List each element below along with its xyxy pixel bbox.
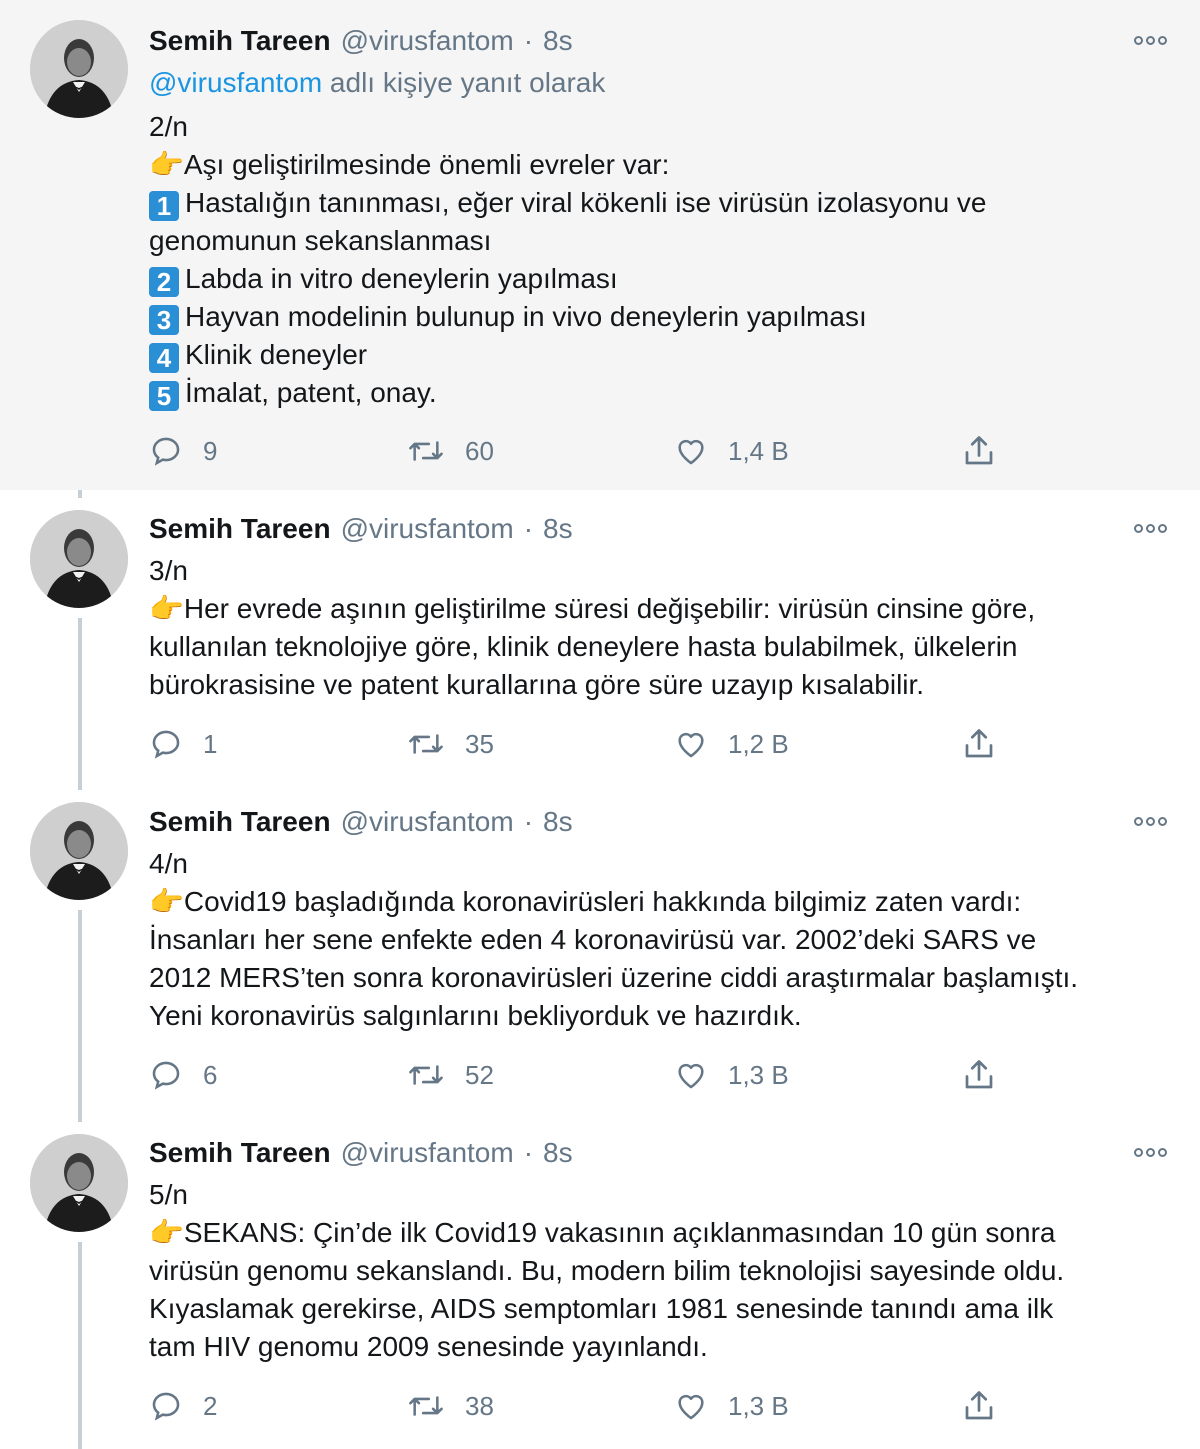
share-button[interactable] bbox=[961, 1055, 1017, 1095]
reply-button[interactable] bbox=[149, 1386, 217, 1426]
timestamp[interactable]: 8s bbox=[543, 25, 573, 56]
tweet-actions bbox=[149, 1055, 1049, 1095]
share-button[interactable] bbox=[961, 724, 1017, 764]
share-icon bbox=[961, 726, 997, 762]
tweet[interactable] bbox=[0, 0, 1200, 490]
tweet-header bbox=[149, 24, 1170, 58]
like-button[interactable] bbox=[674, 1055, 789, 1095]
reply-icon bbox=[149, 1389, 183, 1423]
reply-count: 9 bbox=[203, 435, 218, 466]
tweet-line: 4/n bbox=[149, 848, 188, 879]
reply-count: 1 bbox=[203, 728, 218, 759]
reply-icon bbox=[149, 434, 183, 468]
share-button[interactable] bbox=[961, 1386, 1017, 1426]
avatar[interactable] bbox=[30, 1134, 128, 1232]
tweet-line: 2012 MERS’ten sonra koronavirüsleri üzerine ciddi araştırmalar başlamıştı. bbox=[149, 962, 1079, 993]
tweet[interactable] bbox=[0, 1122, 1200, 1449]
retweet-count: 52 bbox=[465, 1059, 494, 1090]
tweet-line: 3 Hayvan modelinin bulunup in vivo deneylerin yapılması bbox=[149, 298, 1170, 336]
like-count: 1,2 B bbox=[728, 728, 789, 759]
tweet-actions bbox=[149, 1386, 1049, 1426]
retweet-button[interactable] bbox=[407, 1386, 494, 1426]
keycap-digit-emoji: 5 bbox=[149, 381, 179, 411]
separator: · bbox=[523, 1137, 534, 1168]
retweet-count: 60 bbox=[465, 435, 494, 466]
tweet-line: tam HIV genomu 2009 senesinde yayınlandı. bbox=[149, 1331, 708, 1362]
like-button[interactable] bbox=[674, 431, 789, 471]
retweet-icon bbox=[407, 727, 445, 761]
separator: · bbox=[523, 25, 534, 56]
keycap-digit-emoji: 4 bbox=[149, 343, 179, 373]
reply-count: 6 bbox=[203, 1059, 218, 1090]
tweet-line: 5 İmalat, patent, onay. bbox=[149, 374, 1170, 412]
more-icon[interactable] bbox=[1134, 518, 1170, 538]
tweet-line: 3/n bbox=[149, 555, 188, 586]
heart-icon bbox=[674, 727, 708, 761]
tweet-line: Yeni koronavirüs salgınlarını bekliyorduk ve hazırdık. bbox=[149, 1000, 802, 1031]
heart-icon bbox=[674, 1058, 708, 1092]
heart-icon bbox=[674, 1389, 708, 1423]
tweet-actions bbox=[149, 724, 1049, 764]
tweet-line: İnsanları her sene enfekte eden 4 koronavirüsü var. 2002’deki SARS ve bbox=[149, 924, 1037, 955]
author-name[interactable]: Semih Tareen bbox=[149, 25, 331, 56]
author-name[interactable]: Semih Tareen bbox=[149, 1137, 331, 1168]
like-count: 1,3 B bbox=[728, 1059, 789, 1090]
reply-count: 2 bbox=[203, 1390, 218, 1421]
tweet-line: 👉SEKANS: Çin’de ilk Covid19 vakasının açıklanmasından 10 gün sonra bbox=[149, 1217, 1056, 1248]
author-handle[interactable]: @virusfantom bbox=[340, 806, 514, 837]
avatar[interactable] bbox=[30, 20, 128, 118]
retweet-button[interactable] bbox=[407, 1055, 494, 1095]
avatar[interactable] bbox=[30, 802, 128, 900]
retweet-icon bbox=[407, 1058, 445, 1092]
like-button[interactable] bbox=[674, 1386, 789, 1426]
reply-button[interactable] bbox=[149, 724, 217, 764]
tweet-line: Kıyaslamak gerekirse, AIDS semptomları 1981 senesinde tanındı ama ilk bbox=[149, 1293, 1054, 1324]
author-handle[interactable]: @virusfantom bbox=[340, 513, 514, 544]
tweet[interactable] bbox=[0, 490, 1200, 790]
tweet-line: 2 Labda in vitro deneylerin yapılması bbox=[149, 260, 1170, 298]
reply-context-text: adlı kişiye yanıt olarak bbox=[322, 67, 606, 98]
tweet-header bbox=[149, 512, 1170, 546]
tweet[interactable] bbox=[0, 790, 1200, 1122]
more-icon[interactable] bbox=[1134, 811, 1170, 831]
timestamp[interactable]: 8s bbox=[543, 513, 573, 544]
keycap-digit-emoji: 1 bbox=[149, 191, 179, 221]
keycap-digit-emoji: 2 bbox=[149, 267, 179, 297]
tweet-header bbox=[149, 1136, 1170, 1170]
timestamp[interactable]: 8s bbox=[543, 806, 573, 837]
like-count: 1,3 B bbox=[728, 1390, 789, 1421]
tweet-actions bbox=[149, 431, 1049, 471]
tweet-line: 1 Hastalığın tanınması, eğer viral kökenli ise virüsün izolasyonu ve bbox=[149, 184, 1170, 222]
avatar[interactable] bbox=[30, 510, 128, 608]
reply-icon bbox=[149, 727, 183, 761]
reply-button[interactable] bbox=[149, 1055, 217, 1095]
tweet-line: 5/n bbox=[149, 1179, 188, 1210]
author-handle[interactable]: @virusfantom bbox=[340, 1137, 514, 1168]
tweet-line: virüsün genomu sekanslandı. Bu, modern bilim teknolojisi sayesinde oldu. bbox=[149, 1255, 1065, 1286]
author-handle[interactable]: @virusfantom bbox=[340, 25, 514, 56]
share-icon bbox=[961, 433, 997, 469]
tweet-line: kullanılan teknolojiye göre, klinik deneylere hasta bulabilmek, ülkelerin bbox=[149, 631, 1018, 662]
share-button[interactable] bbox=[961, 431, 1017, 471]
tweet-line: 👉Aşı geliştirilmesinde önemli evreler var: bbox=[149, 149, 670, 180]
tweet-text bbox=[149, 1176, 1170, 1366]
like-button[interactable] bbox=[674, 724, 789, 764]
heart-icon bbox=[674, 434, 708, 468]
separator: · bbox=[523, 513, 534, 544]
more-icon[interactable] bbox=[1134, 30, 1170, 50]
tweet-line: 👉Covid19 başladığında koronavirüsleri hakkında bilgimiz zaten vardı: bbox=[149, 886, 1022, 917]
retweet-icon bbox=[407, 434, 445, 468]
tweet-line: 4 Klinik deneyler bbox=[149, 336, 1170, 374]
reply-mention-link[interactable]: @virusfantom bbox=[149, 67, 323, 98]
reply-context bbox=[149, 64, 1170, 102]
retweet-icon bbox=[407, 1389, 445, 1423]
more-icon[interactable] bbox=[1134, 1142, 1170, 1162]
reply-button[interactable] bbox=[149, 431, 217, 471]
tweet-text bbox=[149, 845, 1170, 1035]
tweet-line: 👉Her evrede aşının geliştirilme süresi değişebilir: virüsün cinsine göre, bbox=[149, 593, 1036, 624]
retweet-count: 38 bbox=[465, 1390, 494, 1421]
tweet-line: genomunun sekanslanması bbox=[149, 225, 492, 256]
share-icon bbox=[961, 1057, 997, 1093]
keycap-digit-emoji: 3 bbox=[149, 305, 179, 335]
reply-icon bbox=[149, 1058, 183, 1092]
like-count: 1,4 B bbox=[728, 435, 789, 466]
share-icon bbox=[961, 1388, 997, 1424]
tweet-text bbox=[149, 108, 1170, 412]
tweet-text bbox=[149, 552, 1170, 704]
tweet-line: 2/n bbox=[149, 111, 188, 142]
retweet-button[interactable] bbox=[407, 724, 494, 764]
tweet-line: bürokrasisine ve patent kurallarına göre süre uzayıp kısalabilir. bbox=[149, 669, 925, 700]
author-name[interactable]: Semih Tareen bbox=[149, 806, 331, 837]
retweet-count: 35 bbox=[465, 728, 494, 759]
author-name[interactable]: Semih Tareen bbox=[149, 513, 331, 544]
tweet-header bbox=[149, 805, 1170, 839]
separator: · bbox=[523, 806, 534, 837]
retweet-button[interactable] bbox=[407, 431, 494, 471]
timestamp[interactable]: 8s bbox=[543, 1137, 573, 1168]
